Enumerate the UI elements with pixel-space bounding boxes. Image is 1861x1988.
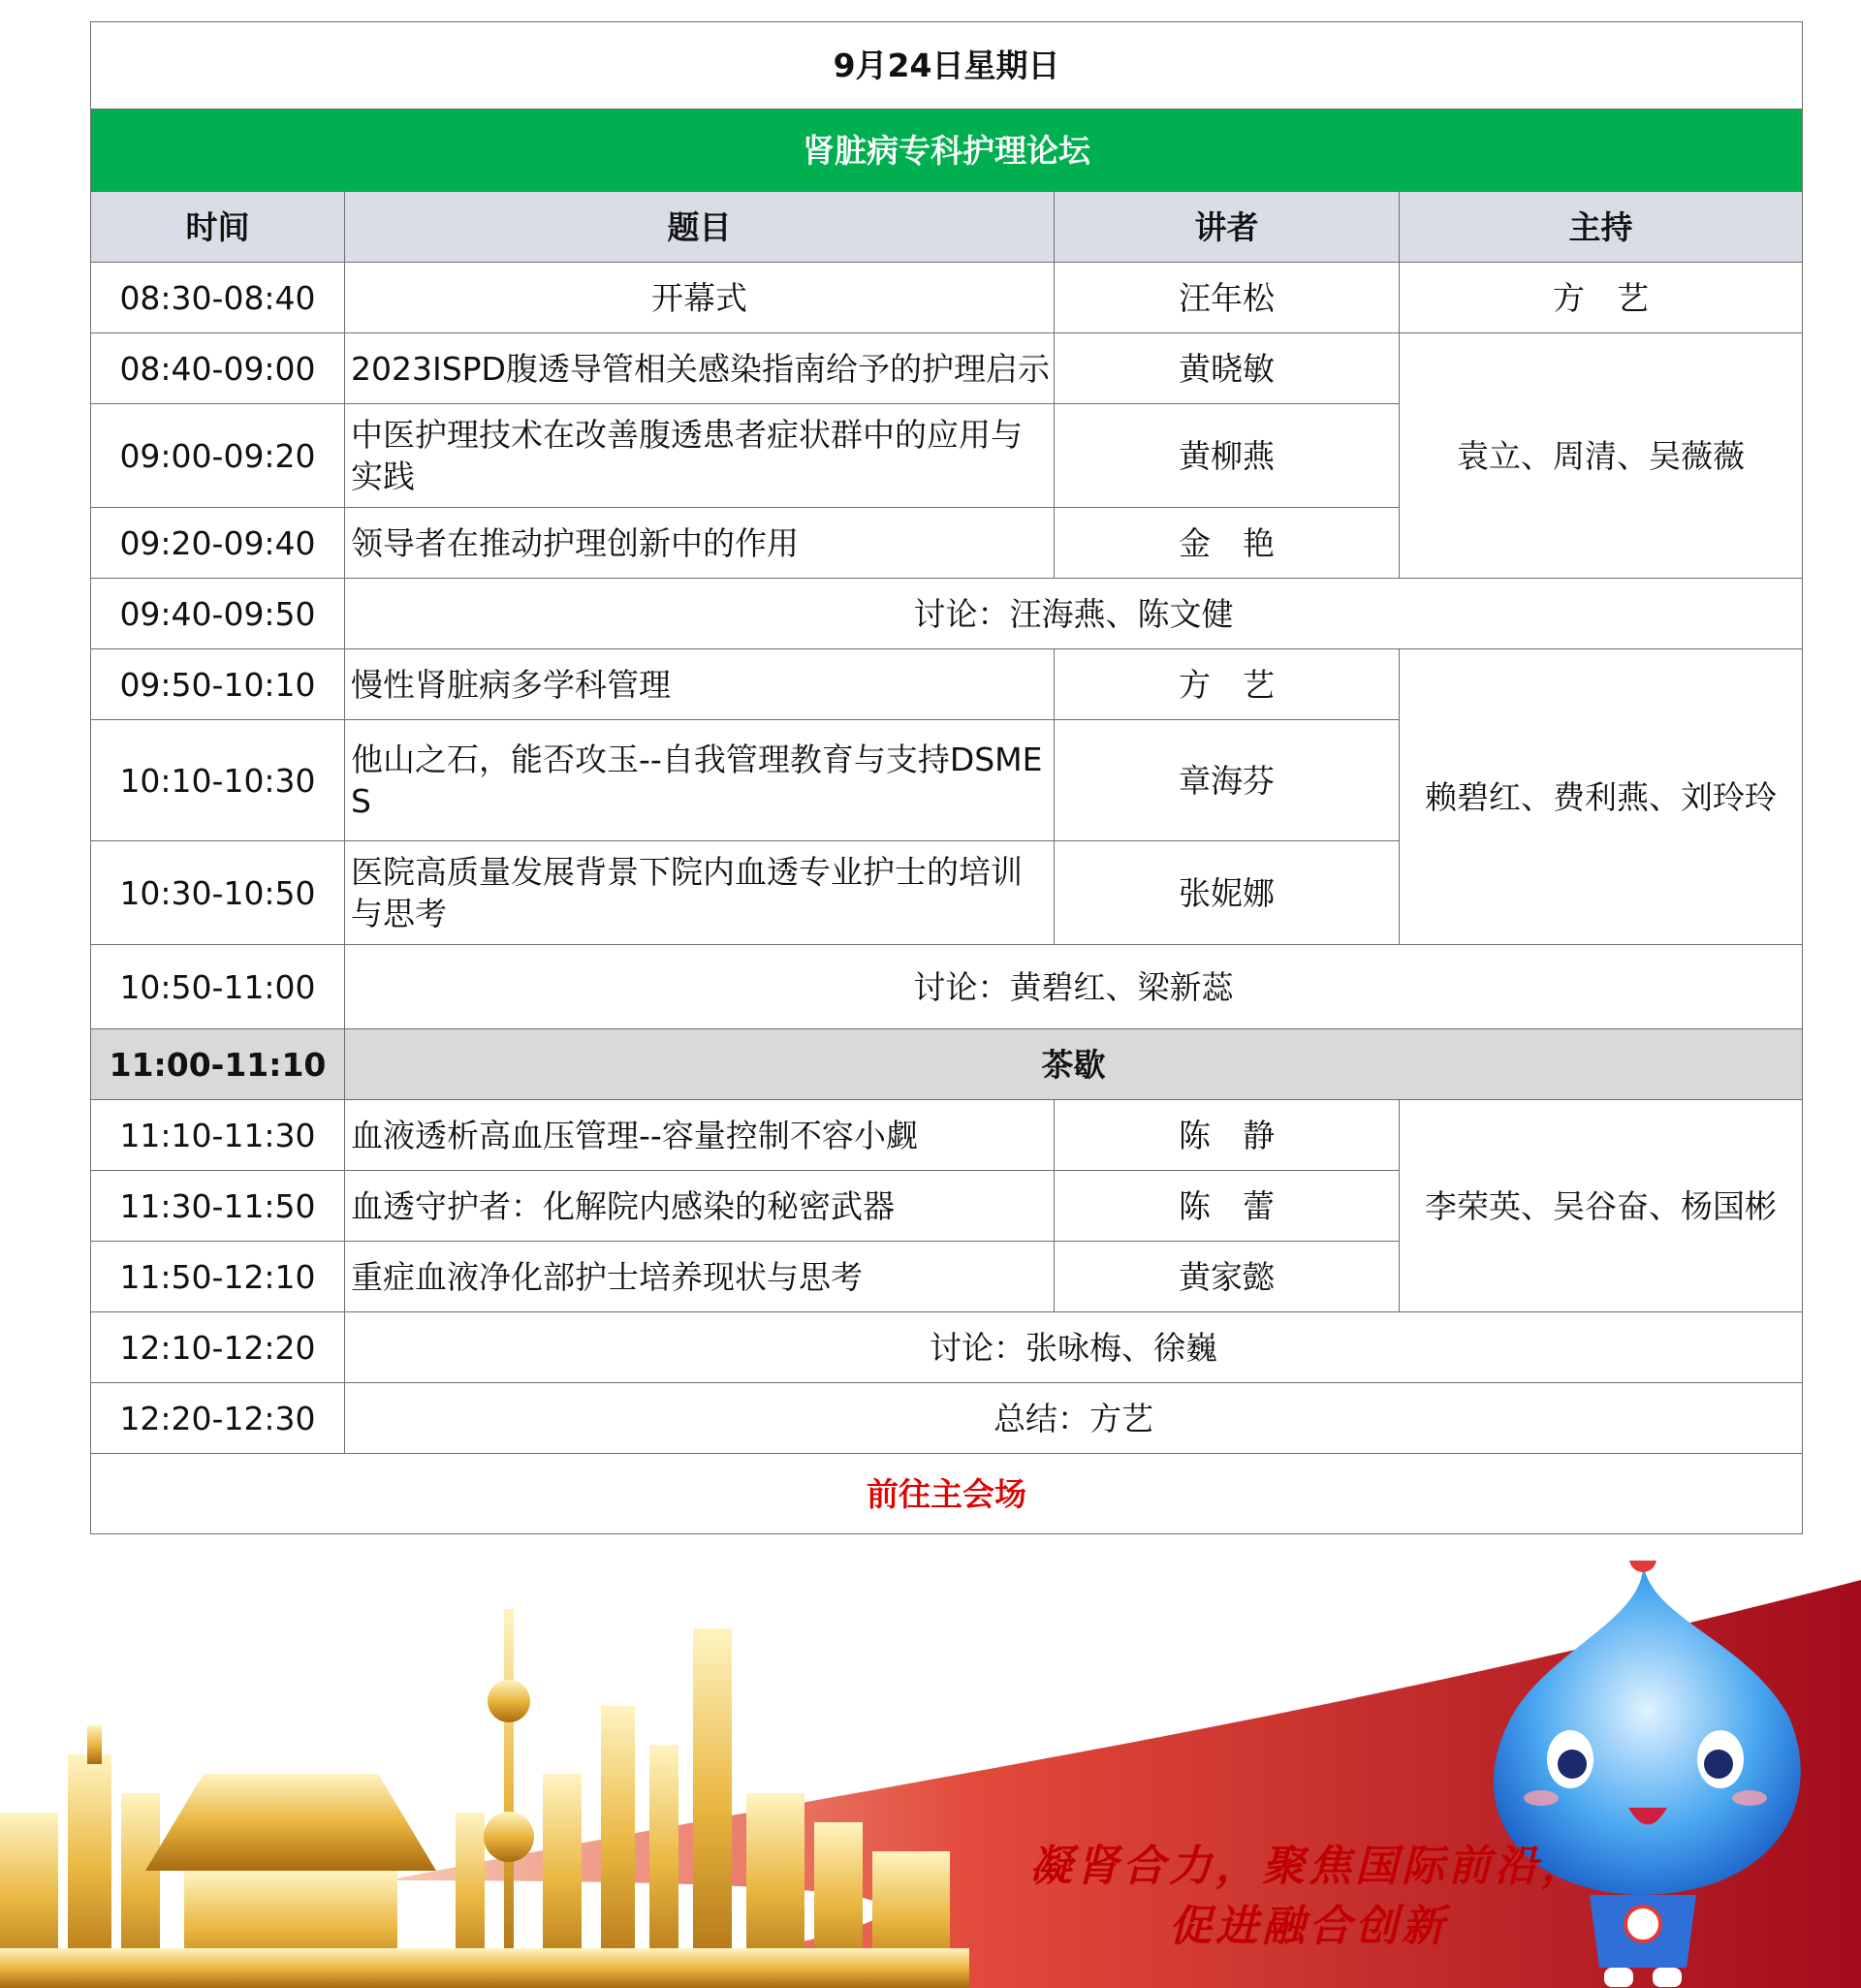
forum-row	[91, 110, 1803, 192]
speaker-cell: 方 艺	[1055, 649, 1400, 720]
host-cell: 李荣英、吴谷奋、杨国彬	[1400, 1100, 1803, 1312]
slogan	[960, 1837, 1657, 1957]
discussion-row	[91, 1312, 1803, 1383]
skyline-illustration	[0, 1609, 969, 1988]
time-cell: 08:30-08:40	[91, 263, 345, 333]
speaker-cell: 黄晓敏	[1055, 333, 1400, 404]
discussion-cell: 讨论：黄碧红、梁新蕊	[345, 945, 1803, 1029]
time-cell: 09:40-09:50	[91, 579, 345, 649]
schedule-table	[90, 21, 1803, 1534]
topic-cell: 重症血液净化部护士培养现状与思考	[345, 1242, 1055, 1312]
table-row	[91, 263, 1803, 333]
speaker-cell: 汪年松	[1055, 263, 1400, 333]
header-topic: 题目	[345, 192, 1055, 263]
host-cell: 赖碧红、费利燕、刘玲玲	[1400, 649, 1803, 945]
topic-cell: 领导者在推动护理创新中的作用	[345, 508, 1055, 579]
time-cell: 09:20-09:40	[91, 508, 345, 579]
speaker-cell: 金 艳	[1055, 508, 1400, 579]
time-cell: 11:00-11:10	[91, 1029, 345, 1100]
header-speaker: 讲者	[1055, 192, 1400, 263]
speaker-cell: 陈 静	[1055, 1100, 1400, 1171]
header-host: 主持	[1400, 192, 1803, 263]
table-row	[91, 1100, 1803, 1171]
break-row	[91, 1029, 1803, 1100]
time-cell: 09:00-09:20	[91, 404, 345, 508]
topic-cell: 他山之石，能否攻玉--自我管理教育与支持DSMES	[345, 720, 1055, 841]
discussion-row	[91, 945, 1803, 1029]
summary-cell: 总结：方艺	[345, 1383, 1803, 1454]
time-cell: 11:30-11:50	[91, 1171, 345, 1242]
header-row	[91, 192, 1803, 263]
topic-cell: 2023ISPD腹透导管相关感染指南给予的护理启示	[345, 333, 1055, 404]
table-row	[91, 649, 1803, 720]
speaker-cell: 黄柳燕	[1055, 404, 1400, 508]
speaker-cell: 陈 蕾	[1055, 1171, 1400, 1242]
header-time: 时间	[91, 192, 345, 263]
date-row	[91, 22, 1803, 110]
topic-cell: 中医护理技术在改善腹透患者症状群中的应用与实践	[345, 404, 1055, 508]
discussion-cell: 讨论：张咏梅、徐巍	[345, 1312, 1803, 1383]
time-cell: 12:20-12:30	[91, 1383, 345, 1454]
discussion-cell: 讨论：汪海燕、陈文健	[345, 579, 1803, 649]
summary-row	[91, 1383, 1803, 1454]
topic-cell: 开幕式	[345, 263, 1055, 333]
time-cell: 11:10-11:30	[91, 1100, 345, 1171]
slogan-line-2: 促进融合创新	[1169, 1902, 1448, 1951]
break-cell: 茶歇	[345, 1029, 1803, 1100]
slogan-line-1: 凝肾合力，聚焦国际前沿，	[1029, 1842, 1588, 1891]
time-cell: 08:40-09:00	[91, 333, 345, 404]
speaker-cell: 章海芬	[1055, 720, 1400, 841]
forum-title: 肾脏病专科护理论坛	[91, 110, 1803, 192]
time-cell: 11:50-12:10	[91, 1242, 345, 1312]
time-cell: 09:50-10:10	[91, 649, 345, 720]
date-title: 9月24日星期日	[91, 22, 1803, 110]
time-cell: 12:10-12:20	[91, 1312, 345, 1383]
host-cell: 袁立、周清、吴薇薇	[1400, 333, 1803, 579]
speaker-cell: 黄家懿	[1055, 1242, 1400, 1312]
discussion-row	[91, 579, 1803, 649]
topic-cell: 慢性肾脏病多学科管理	[345, 649, 1055, 720]
main-venue-link[interactable]: 前往主会场	[91, 1454, 1803, 1534]
time-cell: 10:30-10:50	[91, 841, 345, 945]
topic-cell: 医院高质量发展背景下院内血透专业护士的培训与思考	[345, 841, 1055, 945]
topic-cell: 血透守护者：化解院内感染的秘密武器	[345, 1171, 1055, 1242]
host-cell: 方 艺	[1400, 263, 1803, 333]
speaker-cell: 张妮娜	[1055, 841, 1400, 945]
time-cell: 10:50-11:00	[91, 945, 345, 1029]
time-cell: 10:10-10:30	[91, 720, 345, 841]
topic-cell: 血液透析高血压管理--容量控制不容小觑	[345, 1100, 1055, 1171]
link-row	[91, 1454, 1803, 1534]
table-row	[91, 333, 1803, 404]
